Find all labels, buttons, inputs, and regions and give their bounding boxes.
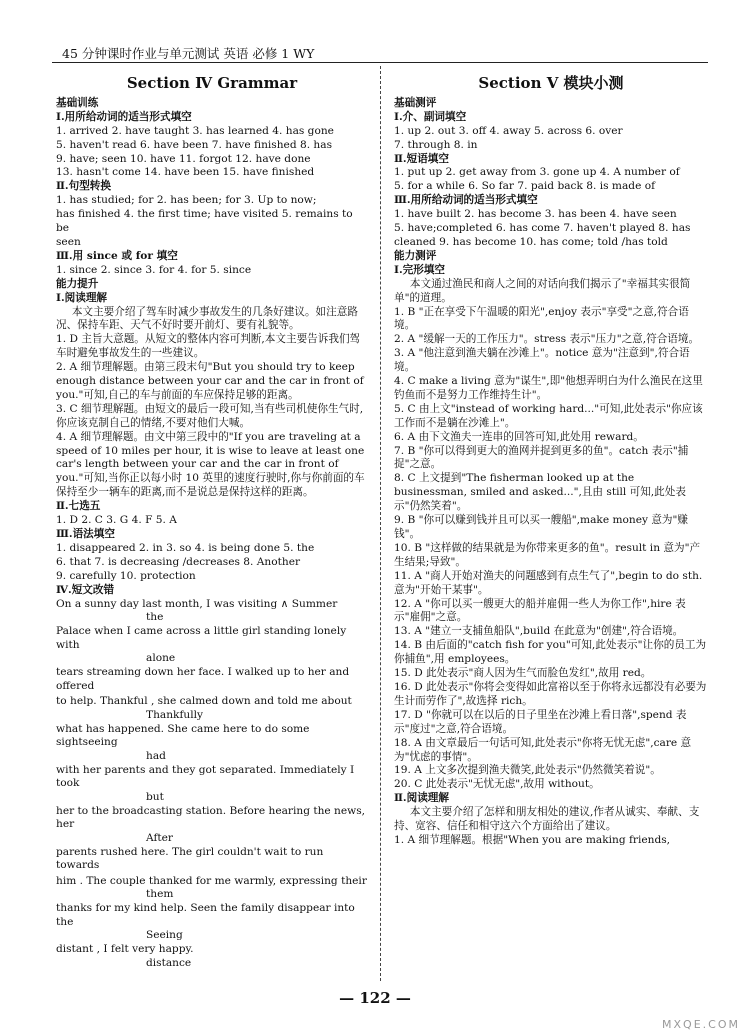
answer-line: 5. C 由上文"instead of working hard..."可知,此处表示"你应该工作而不是躺在沙滩上"。 — [394, 402, 703, 429]
left-column — [56, 75, 368, 971]
correction-line: parents rushed here. The girl couldn't wait to run towards — [56, 845, 324, 872]
answer-line: 2. A 细节理解题。由第三段末句"But you should try to keep enough distance between your car and the car in front of you."可知,自己的车与前面的车应保持足够的距离。 — [56, 361, 364, 401]
answer-line: has finished 4. the first time; have visited 5. remains to be — [56, 208, 353, 235]
header-rule — [52, 62, 708, 63]
watermark: MXQE.COM — [662, 1018, 740, 1031]
answer-line: 4. A 细节理解题。由文中第三段中的"If you are traveling at a speed of 10 miles per hour, it is wise to leave at least one car's length between your car and the car in front of you."可知,当你正以每小时 10 英里的速度行驶时,你与你前面的车保持至少一辆车的距离,而不是说总是保持这样的距离。 — [56, 430, 365, 499]
subheading: 基础训练 — [56, 96, 99, 109]
correction-fix: After — [146, 831, 173, 844]
subheading: 能力提升 — [56, 277, 99, 290]
answer-line: 20. C 此处表示"无忧无虑",故用 without。 — [394, 778, 600, 791]
answer-line: 1. up 2. out 3. off 4. away 5. across 6. over — [394, 124, 623, 137]
answer-line: 15. D 此处表示"商人因为生气而脸色发红",故用 red。 — [394, 667, 652, 680]
left-lines — [56, 97, 368, 598]
answer-line: 12. A "你可以买一艘更大的船并雇佣一些人为你工作",hire 表示"雇佣"之意。 — [394, 597, 686, 624]
answer-line: 18. A 由文章最后一句话可知,此处表示"你将无忧无虑",care 意为"忧虑的事情"。 — [394, 736, 692, 763]
answer-line: 1. have built 2. has become 3. has been 4. have seen — [394, 208, 677, 221]
answer-line: 17. D "你就可以在以后的日子里坐在沙滩上看日落",spend 表示"度过"之意,符合语境。 — [394, 708, 687, 735]
answer-line: 14. B 由后面的"catch fish for you"可知,此处表示"让你的员工为你捕鱼",用 employees。 — [394, 639, 707, 666]
correction-fix: Seeing — [146, 929, 183, 942]
answer-line: 1. A 细节理解题。根据"When you are making friends, — [394, 833, 671, 846]
answer-line: 13. A "建立一支捕鱼船队",build 在此意为"创建",符合语境。 — [394, 625, 684, 638]
correction-line: her to the broadcasting station. Before hearing the news, her — [56, 804, 366, 831]
answer-line: 19. A 上文多次提到渔夫微笑,此处表示"仍然微笑着说"。 — [394, 764, 661, 777]
subheading: Ⅰ.完形填空 — [394, 263, 446, 276]
answer-line: 5. for a while 6. So far 7. paid back 8. is made of — [394, 180, 656, 193]
subheading: Ⅲ.用 since 或 for 填空 — [56, 249, 178, 262]
answer-line: 5. haven't read 6. have been 7. have finished 8. has — [56, 138, 333, 151]
answer-line: 6. that 7. is decreasing /decreases 8. Another — [56, 555, 301, 568]
page-header: 45 分钟课时作业与单元测试 英语 必修 1 WY — [62, 46, 315, 61]
subheading: Ⅱ.短语填空 — [394, 152, 449, 165]
answer-line: 6. A 由下文渔夫一连串的回答可知,此处用 reward。 — [394, 430, 644, 443]
subheading: Ⅲ.语法填空 — [56, 528, 115, 540]
correction-fix: had — [146, 749, 166, 762]
subheading: Ⅰ.介、副词填空 — [394, 110, 467, 123]
subheading: Ⅱ.七选五 — [56, 500, 101, 513]
answer-line: 9. carefully 10. protection — [56, 569, 196, 582]
answer-line: 1. has studied; for 2. has been; for 3. Up to now; — [56, 194, 317, 207]
page-number: — 122 — — [339, 989, 411, 1007]
right-column — [394, 75, 708, 848]
answer-line: 9. have; seen 10. have 11. forgot 12. have done — [56, 152, 311, 165]
correction-fix: Thankfully — [146, 708, 203, 721]
answer-line: 本文通过渔民和商人之间的对话向我们揭示了"幸福其实很简单"的道理。 — [394, 277, 691, 304]
correction-line: On a sunny day last month, I was visiting ∧ Summer — [56, 597, 338, 610]
section-title: Section Ⅳ Grammar — [126, 74, 298, 92]
correction-fix: but — [146, 790, 164, 803]
answer-line: 3. A "他注意到渔夫躺在沙滩上"。notice 意为"注意到",符合语境。 — [394, 347, 690, 374]
answer-line: 11. A "商人开始对渔夫的问题感到有点生气了",begin to do sth. 意为"开始干某事"。 — [394, 569, 703, 596]
correction-line: distant , I felt very happy. — [56, 943, 194, 956]
correction-line: Palace when I came across a little girl standing lonely with — [56, 625, 347, 651]
correction-fix: distance — [146, 956, 192, 969]
correction-line: with her parents and they got separated. Immediately I took — [56, 763, 355, 790]
answer-line: 1. D 主旨大意题。从短文的整体内容可判断,本文主要告诉我们驾车时避免事故发生的一些建议。 — [56, 333, 361, 360]
answer-line: 2. A "缓解一天的工作压力"。stress 表示"压力"之意,符合语境。 — [394, 333, 700, 346]
answer-line: 10. B "这样做的结果就是为你带来更多的鱼"。result in 意为"产生结果;导致"。 — [394, 541, 701, 568]
subheading: Ⅳ.短文改错 — [56, 583, 115, 596]
section-title: Section V 模块小测 — [478, 74, 624, 92]
answer-line: cleaned 9. has become 10. has come; told /has told — [394, 235, 668, 248]
error-correction — [56, 598, 368, 969]
subheading: 基础测评 — [394, 96, 437, 109]
answer-line: 7. through 8. in — [394, 138, 478, 151]
answer-line: 13. hasn't come 14. have been 15. have finished — [56, 166, 315, 179]
answer-line: 9. B "你可以赚到钱并且可以买一艘船",make money 意为"赚钱"。 — [394, 514, 688, 540]
answer-line: 1. D 2. C 3. G 4. F 5. A — [56, 514, 177, 527]
answer-line: 16. D 此处表示"你将会变得如此富裕以至于你将永远都没有必要为生计而劳作了",故选择 rich。 — [394, 680, 707, 707]
answer-line: 1. arrived 2. have taught 3. has learned 4. has gone — [56, 124, 334, 137]
answer-line: 7. B "你可以得到更大的渔网并捉到更多的鱼"。catch 表示"捕捉"之意。 — [394, 444, 689, 471]
answer-line: 1. disappeared 2. in 3. so 4. is being done 5. the — [56, 541, 315, 554]
correction-line: tears streaming down her face. I walked up to her and offered — [56, 666, 350, 692]
subheading: Ⅲ.用所给动词的适当形式填空 — [394, 194, 538, 207]
answer-line: 本文主要介绍了驾车时减少事故发生的几条好建议。如注意路况、保持车距、天气不好时要开前灯、要有礼貌等。 — [56, 305, 358, 332]
answer-line: 5. have;completed 6. has come 7. haven't played 8. has — [394, 222, 691, 235]
subheading: Ⅱ.句型转换 — [56, 180, 111, 193]
subheading: 能力测评 — [394, 249, 437, 262]
answer-line: 8. C 上文提到"The fisherman looked up at the businessman, smiled and asked...",且由 still 可知,此处表示"仍然笑着"。 — [394, 472, 686, 513]
answer-line: 1. B "正在享受下午温暖的阳光",enjoy 表示"享受"之意,符合语境。 — [394, 305, 689, 332]
answer-line: 1. put up 2. get away from 3. gone up 4. A number of — [394, 166, 680, 179]
answer-line: 1. since 2. since 3. for 4. for 5. since — [56, 263, 252, 276]
subheading: Ⅰ.阅读理解 — [56, 291, 108, 304]
correction-line: him . The couple thanked for me warmly, expressing their — [56, 874, 367, 887]
right-lines — [394, 97, 708, 848]
correction-fix: the — [146, 611, 164, 624]
subheading: Ⅰ.用所给动词的适当形式填空 — [56, 110, 192, 123]
correction-line: to help. Thankful , she calmed down and told me about — [56, 695, 352, 708]
correction-fix: alone — [146, 652, 176, 665]
correction-fix: them — [146, 888, 174, 901]
answer-line: 3. C 细节理解题。由短文的最后一段可知,当有些司机使你生气时,你应该克制自己的情绪,不要对他们大喊。 — [56, 402, 364, 429]
column-divider — [380, 66, 381, 981]
answer-line: seen — [56, 235, 81, 248]
answer-line: 4. C make a living 意为"谋生",即"他想弄明白为什么渔民在这里钓鱼而不是努力工作维持生计"。 — [394, 375, 703, 401]
correction-line: what has happened. She came here to do some sightseeing — [56, 722, 310, 749]
answer-line: 本文主要介绍了怎样和朋友相处的建议,作者从诚实、奉献、支持、宽容、信任和相守这六个方面给出了建议。 — [394, 806, 700, 833]
subheading: Ⅱ.阅读理解 — [394, 792, 449, 805]
correction-line: thanks for my kind help. Seen the family disappear into the — [56, 902, 355, 928]
